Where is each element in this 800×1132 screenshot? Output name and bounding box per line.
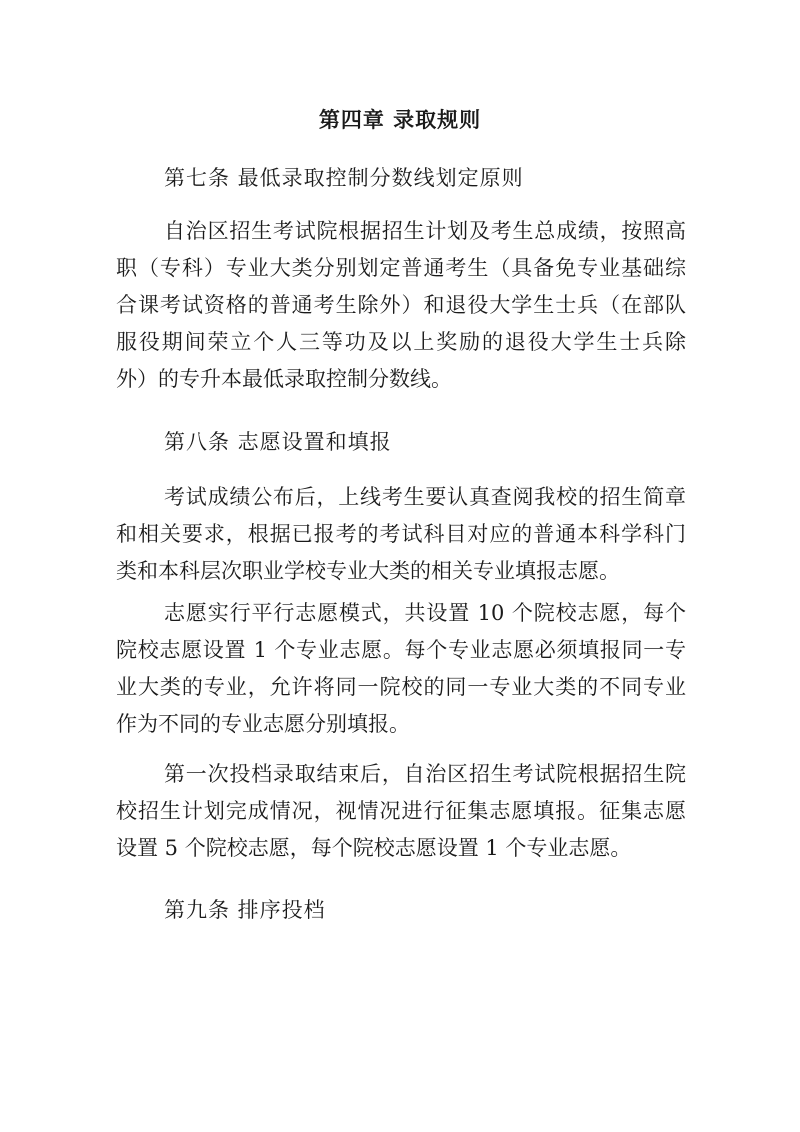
paragraph-line: 设置 5 个院校志愿，每个院校志愿设置 1 个专业志愿。	[116, 836, 632, 860]
paragraph-line: 外）的专升本最低录取控制分数线。	[116, 367, 452, 391]
paragraph-line: 类和本科层次职业学校专业大类的相关专业填报志愿。	[116, 559, 620, 583]
article-7-paragraph	[116, 213, 686, 398]
paragraph-line: 自治区招生考试院根据招生计划及考生总成绩，按照高	[164, 219, 686, 243]
paragraph-line: 志愿实行平行志愿模式，共设置 10 个院校志愿，每个	[164, 601, 686, 625]
article-8-paragraph-1	[116, 479, 686, 590]
paragraph-line: 服役期间荣立个人三等功及以上奖励的退役大学生士兵除	[116, 330, 686, 354]
paragraph-line: 和相关要求，根据已报考的考试科目对应的普通本科学科门	[116, 522, 686, 546]
paragraph-line: 考试成绩公布后，上线考生要认真查阅我校的招生简章	[164, 485, 686, 509]
paragraph-line: 第一次投档录取结束后，自治区招生考试院根据招生院	[164, 762, 686, 786]
paragraph-line: 校招生计划完成情况，视情况进行征集志愿填报。征集志愿	[116, 799, 686, 823]
paragraph-line: 合课考试资格的普通考生除外）和退役大学生士兵（在部队	[116, 293, 686, 317]
article-9-heading: 第九条 排序投档	[164, 898, 326, 922]
paragraph-line: 职（专科）专业大类分别划定普通考生（具备免专业基础综	[116, 256, 686, 280]
article-8-paragraph-3	[116, 756, 686, 867]
paragraph-line: 作为不同的专业志愿分别填报。	[116, 712, 410, 736]
article-7-heading: 第七条 最低录取控制分数线划定原则	[164, 166, 524, 190]
paragraph-line: 业大类的专业，允许将同一院校的同一专业大类的不同专业	[116, 675, 686, 699]
chapter-title: 第四章 录取规则	[318, 108, 482, 132]
paragraph-line: 院校志愿设置 1 个专业志愿。每个专业志愿必须填报同一专	[116, 638, 686, 662]
article-8-heading: 第八条 志愿设置和填报	[164, 430, 392, 454]
article-8-paragraph-2	[116, 595, 686, 743]
